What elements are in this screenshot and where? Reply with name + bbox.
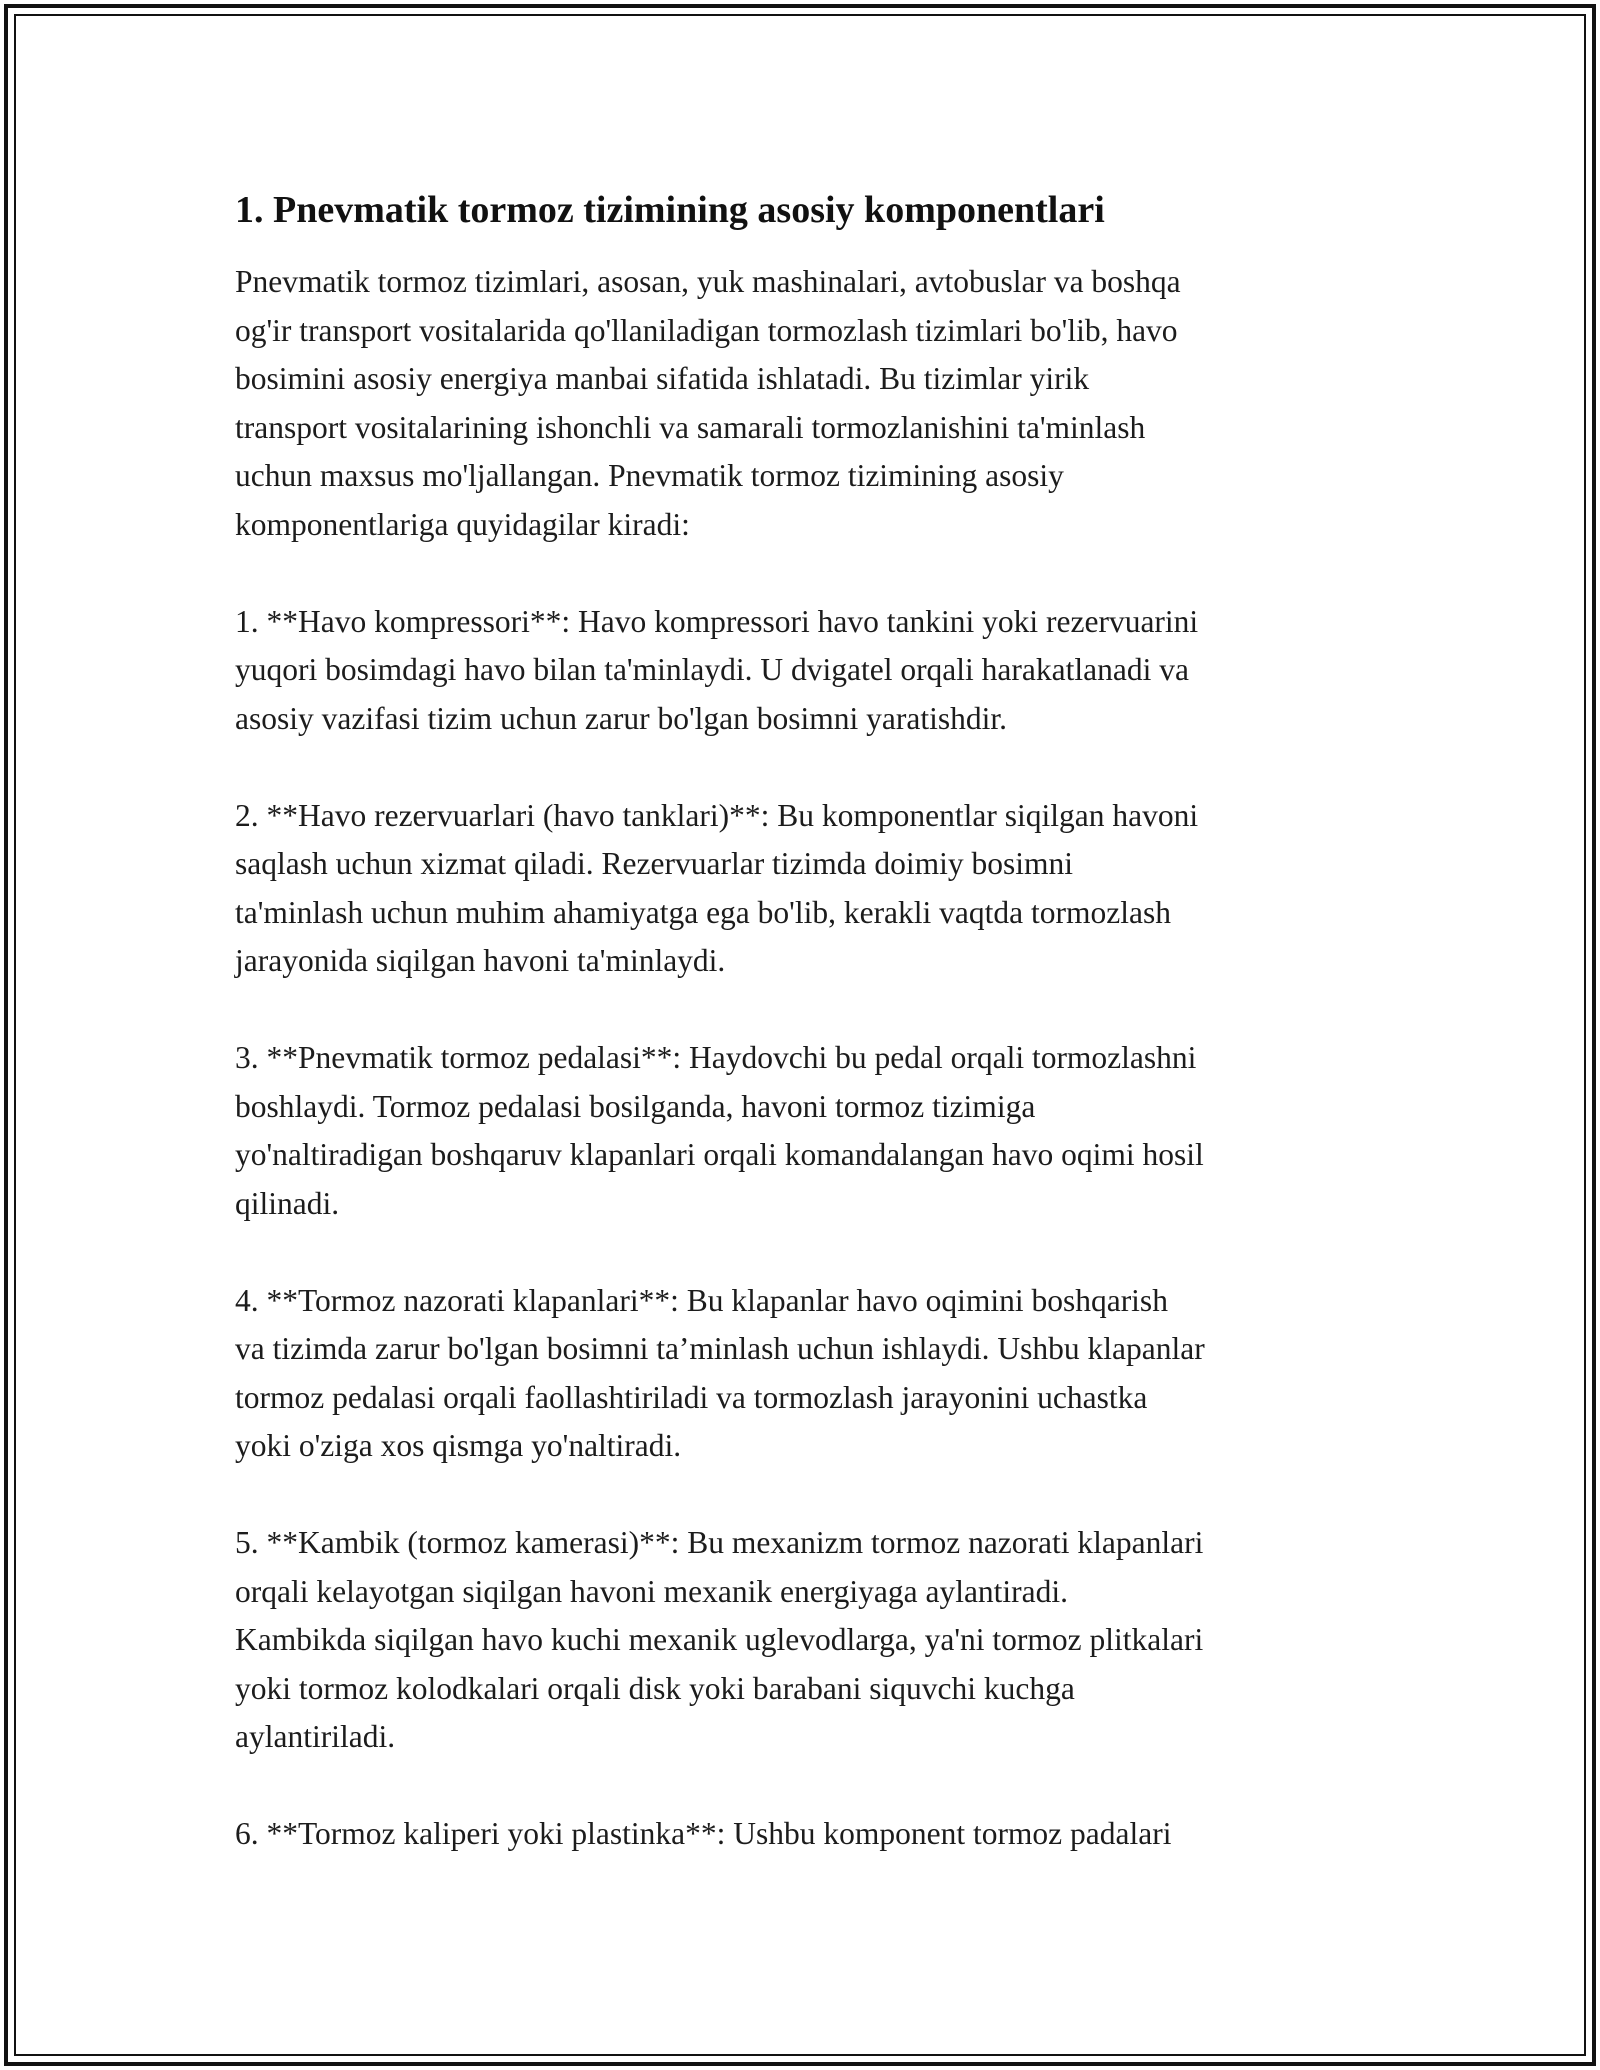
intro-paragraph — [235, 258, 1370, 549]
text-line: 5. **Kambik (tormoz kamerasi)**: Bu mexanizm tormoz nazorati klapanlari — [235, 1525, 1204, 1560]
text-line: orqali kelayotgan siqilgan havoni mexanik energiyaga aylantiradi. — [235, 1573, 1069, 1609]
text-line: yuqori bosimdagi havo bilan ta'minlaydi. U dvigatel orqali harakatlanadi va — [235, 652, 1189, 687]
text-line: uchun maxsus mo'ljallangan. Pnevmatik tormoz tizimining asosiy — [235, 458, 1064, 493]
section-heading: 1. Pnevmatik tormoz tizimining asosiy komponentlari — [235, 189, 1105, 231]
text-line: jarayonida siqilgan havoni ta'minlaydi. — [235, 943, 726, 978]
text-line: ta'minlash uchun muhim ahamiyatga ega bo'lib, kerakli vaqtda tormozlash — [235, 894, 1171, 930]
text-line: aylantiriladi. — [235, 1719, 396, 1754]
text-line: Kambikda siqilgan havo kuchi mexanik uglevodlarga, ya'ni tormoz plitkalari — [235, 1622, 1204, 1657]
text-line: yoki tormoz kolodkalari orqali disk yoki barabani siquvchi kuchga — [235, 1670, 1075, 1706]
list-item-control-valves — [235, 1277, 1370, 1471]
text-line: 6. **Tormoz kaliperi yoki plastinka**: Ushbu komponent tormoz padalari — [235, 1816, 1172, 1851]
text-line: og'ir transport vositalarida qo'llaniladigan tormozlash tizimlari bo'lib, havo — [235, 312, 1178, 348]
list-item-brake-chamber — [235, 1519, 1370, 1762]
text-line: saqlash uchun xizmat qiladi. Rezervuarlar tizimda doimiy bosimni — [235, 846, 1074, 881]
list-item-brake-pedal — [235, 1034, 1370, 1228]
list-item-brake-caliper — [235, 1810, 1370, 1859]
text-line: boshlaydi. Tormoz pedalasi bosilganda, havoni tormoz tizimiga — [235, 1088, 1036, 1124]
text-line: asosiy vazifasi tizim uchun zarur bo'lgan bosimni yaratishdir. — [235, 700, 1007, 736]
list-item-air-compressor — [235, 598, 1370, 744]
text-line: tormoz pedalasi orqali faollashtiriladi va tormozlash jarayonini uchastka — [235, 1379, 1148, 1415]
text-line: qilinadi. — [235, 1185, 340, 1221]
list-item-air-reservoirs — [235, 792, 1370, 986]
text-line: 1. **Havo kompressori**: Havo kompressori havo tankini yoki rezervuarini — [235, 603, 1199, 639]
text-line: Pnevmatik tormoz tizimlari, asosan, yuk mashinalari, avtobuslar va boshqa — [235, 264, 1181, 299]
text-line: komponentlariga quyidagilar kiradi: — [235, 506, 690, 542]
text-line: va tizimda zarur bo'lgan bosimni ta’minlash uchun ishlaydi. Ushbu klapanlar — [235, 1331, 1205, 1366]
text-line: 4. **Tormoz nazorati klapanlari**: Bu klapanlar havo oqimini boshqarish — [235, 1282, 1168, 1318]
text-line: 3. **Pnevmatik tormoz pedalasi**: Haydovchi bu pedal orqali tormozlashni — [235, 1040, 1197, 1075]
text-line: bosimini asosiy energiya manbai sifatida ishlatadi. Bu tizimlar yirik — [235, 361, 1090, 396]
text-line: yo'naltiradigan boshqaruv klapanlari orqali komandalangan havo oqimi hosil — [235, 1137, 1204, 1172]
text-line: 2. **Havo rezervuarlari (havo tanklari)**: Bu komponentlar siqilgan havoni — [235, 797, 1199, 833]
text-line: yoki o'ziga xos qismga yo'naltiradi. — [235, 1428, 682, 1463]
text-line: transport vositalarining ishonchli va samarali tormozlanishini ta'minlash — [235, 409, 1146, 445]
document-body — [235, 186, 1370, 1859]
